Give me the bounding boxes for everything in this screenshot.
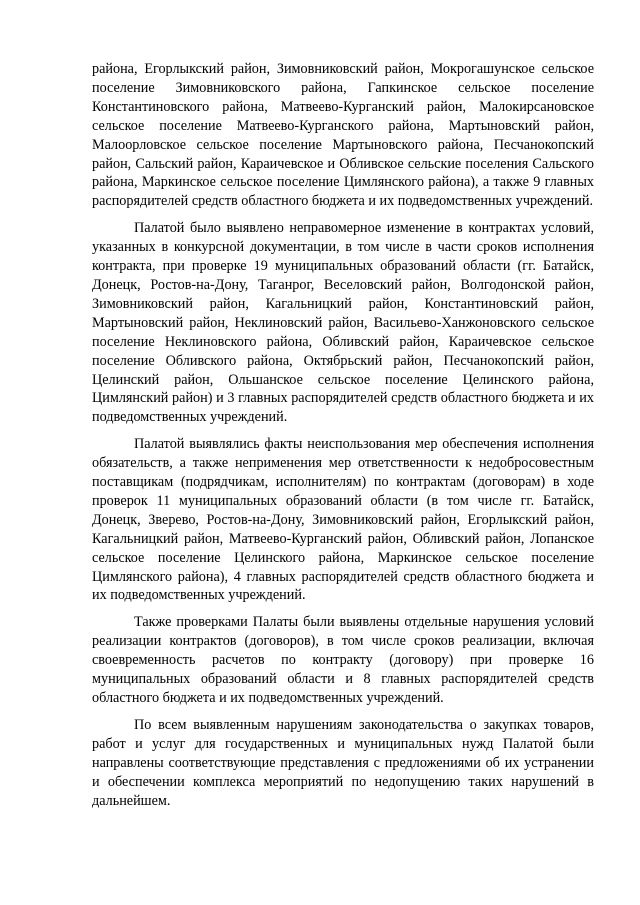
paragraph-security-measures: Палатой выявлялись факты неиспользования мер обеспечения исполнения обязательств, а также неприменения мер ответственности к недобросовестным поставщикам (подрядчикам, исполнителям) по контрактам (договорам) в ходе проверок 11 муниципальных образований области (в том числе гг. Батайск, Донецк, Зверево, Ростов-на-Дону, Зимовниковский район, Егорлыкский район, Кагальницкий район, Матвеево-Курганский район, Обливский район, Лопанское сельское поселение Целинского района, Маркинское сельское поселение Цимлянского района), 4 главных распорядителей средств областного бюджета и их подведомственных учреждений. [92, 436, 598, 604]
paragraph-contract-changes: Палатой было выявлено неправомерное изменение в контрактах условий, указанных в конкурсной документации, в том числе в части сроков исполнения контракта, при проверке 19 муниципальных образований области (гг. Батайск, Донецк, Ростов-на-Дону, Таганрог, Веселовский район, Волгодонской район, Зимовниковский район, Кагальницкий район, Константиновский район, Мартыновский район, Неклиновский район, Васильево-Ханжоновского сельское поселение Неклиновского района, Обливский район, Караичевское сельское поселение Обливского района, Октябрьский район, Песчанокопский район, Целинский район, Ольшанское сельское поселение Целинского района, Цимлянский район) и 3 главных распорядителей средств областного бюджета и их подведомственных учреждений. [92, 220, 598, 426]
paragraph-continuation: района, Егорлыкский район, Зимовниковский район, Мокрогашунское сельское поселение Зимовниковского района, Гапкинское сельское поселение Константиновского района, Матвеево-Курганский район, Малокирсановское сельское поселение Матвеево-Курганского района, Мартыновский район, Малоорловское сельское поселение Мартыновского района, Песчанокопский район, Сальский район, Караичевское и Обливское сельские поселения Сальского района, Маркинское сельское поселение Цимлянского района), а также 9 главных распорядителей средств областного бюджета и их подведомственных учреждений. [92, 61, 598, 210]
document-page [92, 60, 598, 818]
paragraph-implementation-violations: Также проверками Палаты были выявлены отдельные нарушения условий реализации контрактов (договоров), в том числе сроков реализации, включая своевременность расчетов по контракту (договору) при проверке 16 муниципальных образований области и 8 главных распорядителей средств областного бюджета и их подведомственных учреждений. [92, 614, 598, 706]
paragraph-representations: По всем выявленным нарушениям законодательства о закупках товаров, работ и услуг для государственных и муниципальных нужд Палатой были направлены соответствующие представления с предложениями об их устранении и обеспечении комплекса мероприятий по недопущению таких нарушений в дальнейшем. [92, 716, 598, 809]
